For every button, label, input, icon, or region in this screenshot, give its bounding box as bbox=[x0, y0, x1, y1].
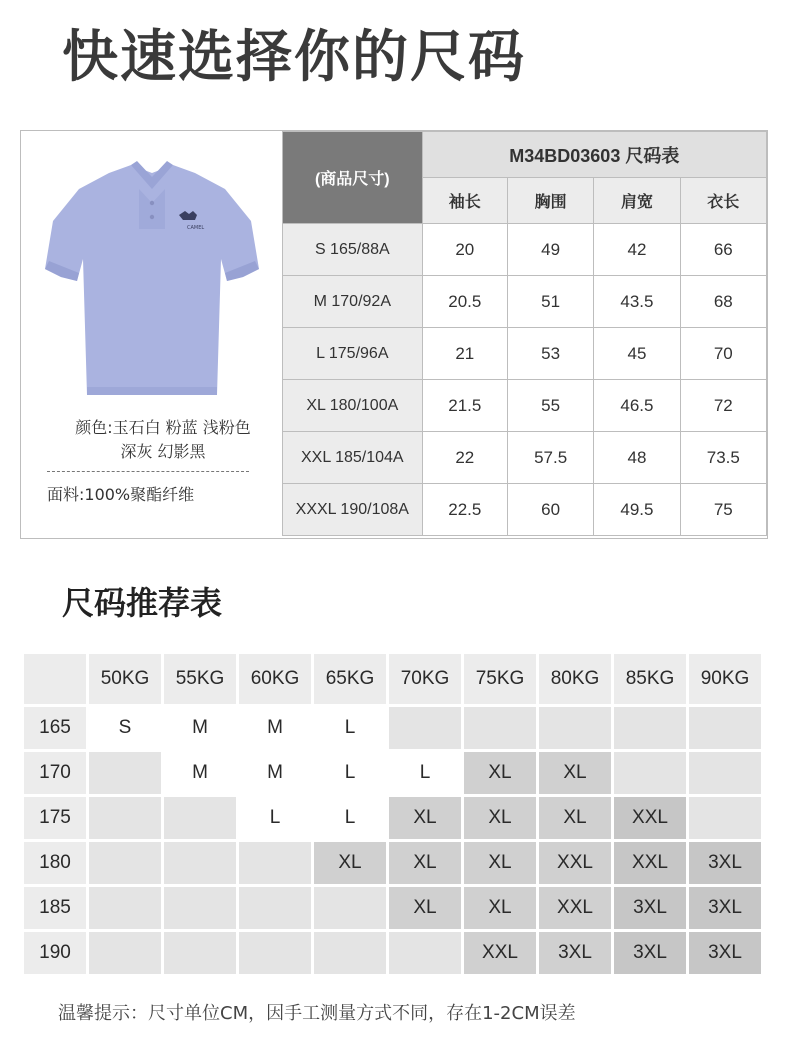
size-recommendation-cell bbox=[689, 752, 761, 794]
table-cell: 43.5 bbox=[594, 276, 680, 328]
size-recommendation-cell bbox=[389, 707, 461, 749]
size-recommendation-cell: XL bbox=[389, 842, 461, 884]
size-recommendation-cell: XL bbox=[539, 752, 611, 794]
size-recommendation-cell bbox=[314, 932, 386, 974]
height-label: 190 bbox=[24, 932, 86, 974]
weight-header: 55KG bbox=[164, 654, 236, 704]
size-label: XXXL 190/108A bbox=[283, 484, 423, 536]
size-recommendation-cell: S bbox=[89, 707, 161, 749]
weight-header: 80KG bbox=[539, 654, 611, 704]
column-header: 胸围 bbox=[507, 178, 593, 224]
size-table-title: M34BD03603 尺码表 bbox=[422, 132, 766, 178]
table-cell: 55 bbox=[507, 380, 593, 432]
table-cell: 20.5 bbox=[422, 276, 507, 328]
height-row bbox=[24, 752, 761, 794]
size-recommendation-cell: 3XL bbox=[689, 842, 761, 884]
fabric-text: 面料:100%聚酯纤维 bbox=[47, 485, 195, 504]
size-recommendation-cell bbox=[89, 752, 161, 794]
size-recommendation-cell: XXL bbox=[539, 842, 611, 884]
weight-header: 75KG bbox=[464, 654, 536, 704]
height-row bbox=[24, 797, 761, 839]
table-cell: 21.5 bbox=[422, 380, 507, 432]
size-recommendation-cell: M bbox=[164, 707, 236, 749]
weight-header: 60KG bbox=[239, 654, 311, 704]
size-recommendation-cell: XL bbox=[464, 842, 536, 884]
size-recommendation-cell bbox=[89, 797, 161, 839]
table-cell: 48 bbox=[594, 432, 680, 484]
size-recommendation-cell bbox=[614, 752, 686, 794]
size-recommendation-cell: XXL bbox=[464, 932, 536, 974]
weight-header: 90KG bbox=[689, 654, 761, 704]
page-title: 快速选择你的尺码 bbox=[62, 25, 526, 90]
column-header: 肩宽 bbox=[594, 178, 680, 224]
size-recommendation-cell bbox=[689, 707, 761, 749]
polo-shirt-image bbox=[39, 159, 265, 399]
table-row bbox=[283, 224, 767, 276]
table-cell: 46.5 bbox=[594, 380, 680, 432]
colors-line-2: 深灰 幻影黑 bbox=[120, 442, 206, 461]
table-cell: 53 bbox=[507, 328, 593, 380]
size-recommendation-cell bbox=[614, 707, 686, 749]
size-recommendation-cell bbox=[389, 932, 461, 974]
table-cell: 72 bbox=[680, 380, 766, 432]
table-cell: 45 bbox=[594, 328, 680, 380]
svg-text:CAMEL: CAMEL bbox=[187, 225, 205, 231]
height-label: 185 bbox=[24, 887, 86, 929]
size-label: XL 180/100A bbox=[283, 380, 423, 432]
size-table bbox=[282, 131, 767, 536]
height-label: 175 bbox=[24, 797, 86, 839]
weight-header: 70KG bbox=[389, 654, 461, 704]
size-recommendation-cell: XL bbox=[464, 797, 536, 839]
size-recommendation-cell: L bbox=[389, 752, 461, 794]
table-cell: 70 bbox=[680, 328, 766, 380]
size-chart-box bbox=[20, 130, 768, 539]
size-recommendation-cell bbox=[539, 707, 611, 749]
size-recommendation-cell bbox=[464, 707, 536, 749]
size-recommendation-cell: L bbox=[239, 797, 311, 839]
size-recommendation-cell: XXL bbox=[614, 842, 686, 884]
height-label: 165 bbox=[24, 707, 86, 749]
size-recommendation-cell bbox=[89, 842, 161, 884]
size-label: L 175/96A bbox=[283, 328, 423, 380]
weight-header: 50KG bbox=[89, 654, 161, 704]
product-panel bbox=[21, 131, 283, 538]
size-label: S 165/88A bbox=[283, 224, 423, 276]
size-recommendation-cell bbox=[689, 797, 761, 839]
size-label: XXL 185/104A bbox=[283, 432, 423, 484]
height-row bbox=[24, 932, 761, 974]
size-recommendation-cell: M bbox=[239, 752, 311, 794]
table-row bbox=[283, 484, 767, 536]
size-recommendation-cell: L bbox=[314, 797, 386, 839]
height-row bbox=[24, 707, 761, 749]
size-recommendation-cell: 3XL bbox=[614, 887, 686, 929]
table-cell: 49 bbox=[507, 224, 593, 276]
table-cell: 22 bbox=[422, 432, 507, 484]
size-recommendation-cell: 3XL bbox=[689, 932, 761, 974]
table-cell: 73.5 bbox=[680, 432, 766, 484]
colors-text bbox=[47, 416, 279, 464]
table-cell: 42 bbox=[594, 224, 680, 276]
size-recommendation-cell: 3XL bbox=[689, 887, 761, 929]
height-label: 170 bbox=[24, 752, 86, 794]
height-row bbox=[24, 842, 761, 884]
table-cell: 75 bbox=[680, 484, 766, 536]
size-recommendation-cell bbox=[89, 887, 161, 929]
size-table-corner: (商品尺寸) bbox=[283, 132, 423, 224]
size-recommendation-cell: M bbox=[239, 707, 311, 749]
table-row bbox=[283, 380, 767, 432]
table-cell: 57.5 bbox=[507, 432, 593, 484]
column-header: 袖长 bbox=[422, 178, 507, 224]
size-recommendation-cell bbox=[314, 887, 386, 929]
table-row bbox=[283, 432, 767, 484]
size-recommendation-cell: L bbox=[314, 707, 386, 749]
size-recommendation-cell: XXL bbox=[614, 797, 686, 839]
table-cell: 60 bbox=[507, 484, 593, 536]
table-row bbox=[283, 276, 767, 328]
table-cell: 22.5 bbox=[422, 484, 507, 536]
weight-header-row bbox=[24, 654, 761, 704]
height-row bbox=[24, 887, 761, 929]
size-recommendation-cell: XXL bbox=[539, 887, 611, 929]
table-cell: 68 bbox=[680, 276, 766, 328]
size-label: M 170/92A bbox=[283, 276, 423, 328]
size-recommendation-cell bbox=[164, 932, 236, 974]
size-recommendation-cell bbox=[239, 932, 311, 974]
size-recommendation-cell: XL bbox=[539, 797, 611, 839]
recommend-title: 尺码推荐表 bbox=[62, 584, 223, 622]
weight-header: 65KG bbox=[314, 654, 386, 704]
table-cell: 49.5 bbox=[594, 484, 680, 536]
colors-line-1: 颜色:玉石白 粉蓝 浅粉色 bbox=[75, 418, 251, 437]
size-recommendation-cell: M bbox=[164, 752, 236, 794]
column-header: 衣长 bbox=[680, 178, 766, 224]
size-recommendation-cell bbox=[164, 797, 236, 839]
size-recommendation-cell: XL bbox=[389, 887, 461, 929]
size-recommendation-cell: XL bbox=[314, 842, 386, 884]
table-row bbox=[283, 328, 767, 380]
size-recommendation-cell: 3XL bbox=[539, 932, 611, 974]
size-recommendation-cell: XL bbox=[464, 887, 536, 929]
weight-header: 85KG bbox=[614, 654, 686, 704]
table-cell: 21 bbox=[422, 328, 507, 380]
dashed-divider bbox=[47, 471, 249, 472]
recommend-table bbox=[21, 651, 764, 977]
size-recommendation-cell: L bbox=[314, 752, 386, 794]
size-recommendation-cell bbox=[89, 932, 161, 974]
size-recommendation-cell: 3XL bbox=[614, 932, 686, 974]
footnote: 温馨提示：尺寸单位CM，因手工测量方式不同，存在1-2CM误差 bbox=[58, 1003, 576, 1024]
height-label: 180 bbox=[24, 842, 86, 884]
table-cell: 51 bbox=[507, 276, 593, 328]
size-recommendation-cell bbox=[164, 842, 236, 884]
size-recommendation-cell: XL bbox=[464, 752, 536, 794]
grid-corner bbox=[24, 654, 86, 704]
size-recommendation-cell: XL bbox=[389, 797, 461, 839]
size-recommendation-cell bbox=[239, 887, 311, 929]
table-cell: 66 bbox=[680, 224, 766, 276]
table-cell: 20 bbox=[422, 224, 507, 276]
size-recommendation-cell bbox=[164, 887, 236, 929]
size-recommendation-cell bbox=[239, 842, 311, 884]
